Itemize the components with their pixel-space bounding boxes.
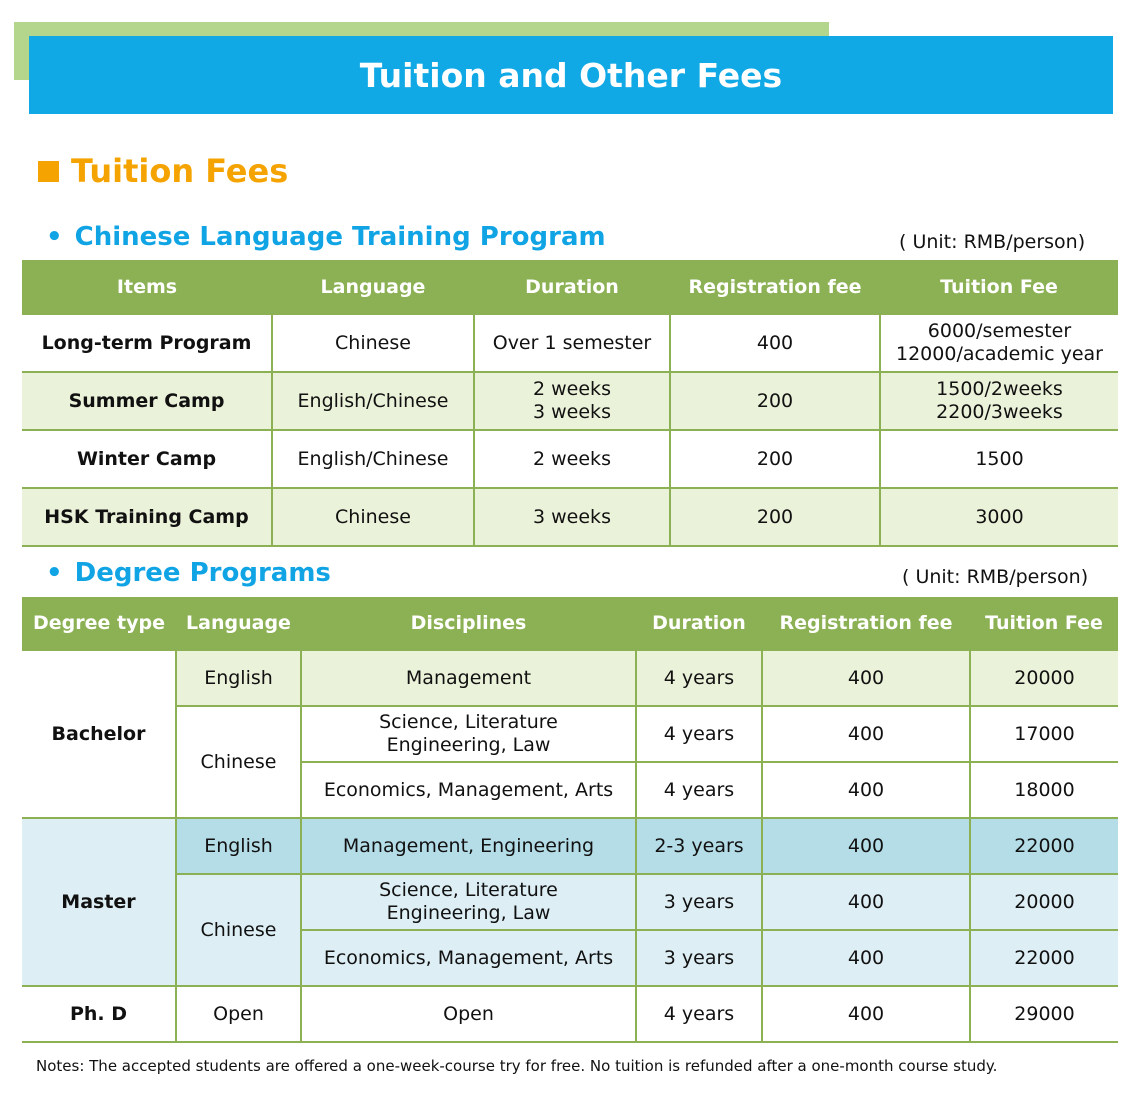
degree-programs-heading — [46, 558, 331, 588]
duration-cell: 3 years — [636, 874, 762, 930]
table-row — [22, 650, 1118, 706]
header-registration-fee: Registration fee — [762, 597, 970, 650]
item-cell: Summer Camp — [22, 372, 272, 430]
table-header-row — [22, 260, 1118, 314]
language-cell: Chinese — [272, 314, 474, 372]
header-tuition-fee: Tuition Fee — [880, 260, 1118, 314]
language-cell: Chinese — [176, 874, 301, 986]
language-cell: Chinese — [272, 488, 474, 546]
tuition-cell: 20000 — [970, 874, 1118, 930]
language-program-unit: ( Unit: RMB/person) — [899, 231, 1086, 253]
disciplines-cell: Economics, Management, Arts — [301, 930, 636, 986]
degree-type-cell: Master — [22, 818, 176, 986]
language-program-title: Chinese Language Training Program — [74, 222, 606, 252]
duration-cell: 3 weeks — [474, 488, 670, 546]
duration-cell: 4 years — [636, 986, 762, 1042]
disciplines-line: Science, Literature — [379, 879, 558, 902]
tuition-cell — [880, 372, 1118, 430]
language-cell: English — [176, 818, 301, 874]
header-degree-type: Degree type — [22, 597, 176, 650]
table-row — [22, 430, 1118, 488]
disciplines-line: Engineering, Law — [386, 902, 551, 924]
degree-programs-table — [22, 597, 1118, 1043]
tuition-cell: 22000 — [970, 818, 1118, 874]
table-row — [22, 874, 1118, 930]
registration-cell: 400 — [762, 650, 970, 706]
disciplines-line: Science, Literature — [379, 711, 558, 734]
page-title: Tuition and Other Fees — [29, 36, 1113, 114]
language-program-heading — [46, 222, 606, 252]
tuition-cell: 17000 — [970, 706, 1118, 762]
duration-cell: 4 years — [636, 650, 762, 706]
duration-cell — [474, 372, 670, 430]
language-program-table — [22, 260, 1118, 547]
degree-type-cell: Ph. D — [22, 986, 176, 1042]
tuition-cell: 3000 — [880, 488, 1118, 546]
disciplines-cell: Open — [301, 986, 636, 1042]
header-language: Language — [176, 597, 301, 650]
registration-cell: 200 — [670, 488, 880, 546]
bullet-icon: • — [46, 558, 63, 588]
tuition-line: 2200/3weeks — [936, 401, 1063, 423]
tuition-line: 6000/semester — [927, 320, 1072, 343]
language-cell: English/Chinese — [272, 430, 474, 488]
bullet-icon: • — [46, 222, 63, 252]
square-bullet-icon — [38, 161, 59, 182]
duration-line: 2 weeks — [533, 378, 611, 401]
tuition-cell: 22000 — [970, 930, 1118, 986]
disciplines-cell — [301, 706, 636, 762]
tuition-cell: 18000 — [970, 762, 1118, 818]
table-row — [22, 986, 1118, 1042]
degree-type-cell: Bachelor — [22, 650, 176, 818]
degree-programs-title: Degree Programs — [74, 558, 331, 588]
item-cell: Long-term Program — [22, 314, 272, 372]
tuition-cell: 29000 — [970, 986, 1118, 1042]
registration-cell: 200 — [670, 430, 880, 488]
header-disciplines: Disciplines — [301, 597, 636, 650]
registration-cell: 400 — [762, 874, 970, 930]
table-row — [22, 372, 1118, 430]
header-items: Items — [22, 260, 272, 314]
duration-cell: Over 1 semester — [474, 314, 670, 372]
disciplines-cell — [301, 874, 636, 930]
item-cell: Winter Camp — [22, 430, 272, 488]
duration-cell: 3 years — [636, 930, 762, 986]
duration-cell: 4 years — [636, 762, 762, 818]
language-cell: Open — [176, 986, 301, 1042]
disciplines-cell: Economics, Management, Arts — [301, 762, 636, 818]
registration-cell: 400 — [762, 706, 970, 762]
header-tuition-fee: Tuition Fee — [970, 597, 1118, 650]
header-language: Language — [272, 260, 474, 314]
duration-cell: 2 weeks — [474, 430, 670, 488]
registration-cell: 400 — [762, 930, 970, 986]
section-heading — [38, 152, 288, 190]
header-duration: Duration — [474, 260, 670, 314]
table-row — [22, 488, 1118, 546]
duration-cell: 2-3 years — [636, 818, 762, 874]
language-cell: Chinese — [176, 706, 301, 818]
registration-cell: 400 — [670, 314, 880, 372]
header-duration: Duration — [636, 597, 762, 650]
registration-cell: 400 — [762, 986, 970, 1042]
language-cell: English — [176, 650, 301, 706]
tuition-cell — [880, 314, 1118, 372]
disciplines-cell: Management — [301, 650, 636, 706]
tuition-line: 12000/academic year — [896, 343, 1103, 365]
section-heading-text: Tuition Fees — [71, 152, 289, 190]
duration-line: 3 weeks — [533, 401, 611, 423]
registration-cell: 200 — [670, 372, 880, 430]
disciplines-cell: Management, Engineering — [301, 818, 636, 874]
duration-cell: 4 years — [636, 706, 762, 762]
registration-cell: 400 — [762, 818, 970, 874]
notes-text: Notes: The accepted students are offered a one-week-course try for free. No tuition is refunded after a one-month course study. — [36, 1057, 998, 1075]
language-cell: English/Chinese — [272, 372, 474, 430]
tuition-cell: 1500 — [880, 430, 1118, 488]
registration-cell: 400 — [762, 762, 970, 818]
tuition-cell: 20000 — [970, 650, 1118, 706]
disciplines-line: Engineering, Law — [386, 734, 551, 756]
table-header-row — [22, 597, 1118, 650]
table-row — [22, 818, 1118, 874]
item-cell: HSK Training Camp — [22, 488, 272, 546]
table-row — [22, 314, 1118, 372]
degree-programs-unit: ( Unit: RMB/person) — [902, 566, 1089, 588]
table-row — [22, 706, 1118, 762]
header-registration-fee: Registration fee — [670, 260, 880, 314]
tuition-line: 1500/2weeks — [936, 378, 1063, 401]
